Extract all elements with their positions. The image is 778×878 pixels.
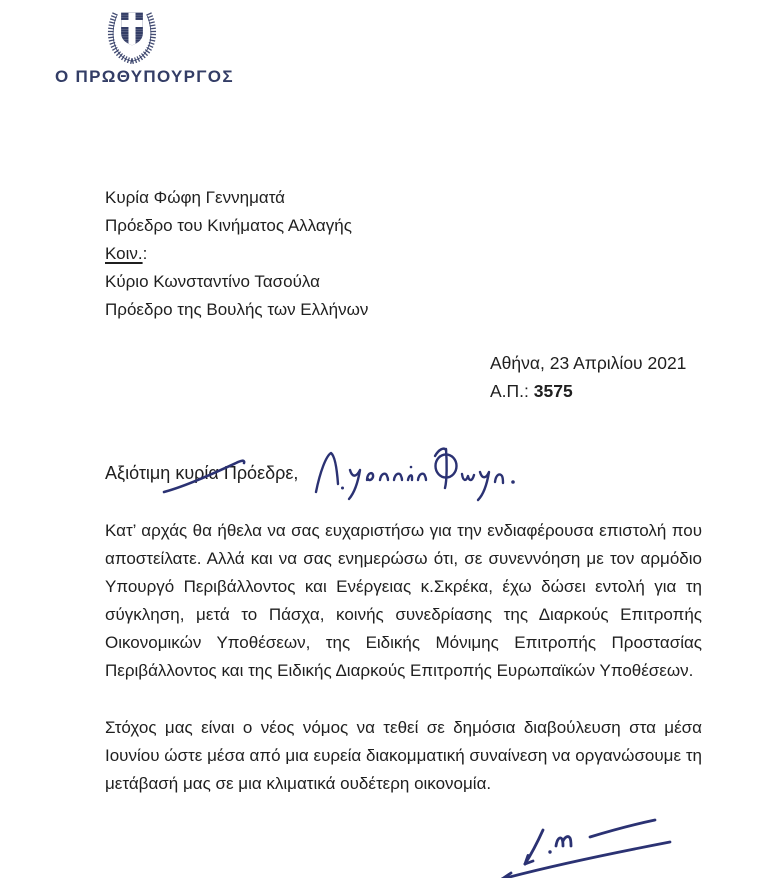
cc-recipient-name: Κύριο Κωνσταντίνο Τασούλα [105,272,320,291]
cc-recipient-title: Πρόεδρο της Βουλής των Ελλήνων [105,300,369,319]
reference-block [490,349,686,405]
letterhead-title: Ο ΠΡΩΘΥΠΟΥΡΓΟΣ [55,67,234,86]
body-line: Στόχος μας είναι ο νέος νόμος να τεθεί σε δημόσια διαβούλευση στα μέσα [105,718,702,737]
protocol-label: Α.Π.: [490,381,529,401]
salutation-struck-word: κυρία [175,463,219,483]
letter-date: Αθήνα, 23 Απριλίου 2021 [490,353,687,373]
protocol-line [490,377,686,405]
recipient-block [105,184,368,324]
salutation-prefix: Αξιότιμη [105,463,176,483]
cc-line [105,240,368,268]
greek-coat-of-arms-icon [100,6,164,64]
body-line: Ιουνίου ώστε μέσα από μια ευρεία διακομματική συναίνεση να οργανώσουμε τη [105,746,702,765]
body-line: Περιβάλλοντος και της Ειδικής Διαρκούς Επιτροπής Ευρωπαϊκών Υποθέσεων. [105,661,694,680]
body-paragraph-2 [105,714,702,798]
body-line: Οικονομικών Υποθέσεων, της Ειδικής Μόνιμης Επιτροπής Προστασίας [105,633,702,652]
handwritten-signature [488,815,703,878]
body-line: μετάβασή μας σε μια κλιματικά ουδέτερη οικονομία. [105,774,492,793]
salutation-suffix: Πρόεδρε, [218,463,299,483]
body-line: σύγκληση, μετά το Πάσχα, κοινής συνεδρίασης της Διαρκούς Επιτροπής [105,605,702,624]
recipient-name: Κυρία Φώφη Γεννηματά [105,188,285,207]
body-line: Κατ’ αρχάς θα ήθελα να σας ευχαριστήσω για την ενδιαφέρουσα επιστολή που [105,521,702,540]
body-line: αποστείλατε. Αλλά και να σας ενημερώσω ότι, σε συνεννόηση με τον αρμόδιο [105,549,702,568]
handwritten-greeting [312,436,517,504]
body-line: Υπουργό Περιβάλλοντος και Ενέργειας κ.Σκρέκα, έχω δώσει εντολή για τη [105,577,702,596]
cc-colon: : [142,244,148,263]
protocol-number: 3575 [533,381,573,401]
body-paragraph-1 [105,517,702,685]
recipient-title: Πρόεδρο του Κινήματος Αλλαγής [105,216,352,235]
cc-label: Κοιν. [105,244,143,263]
salutation-line [105,459,298,487]
